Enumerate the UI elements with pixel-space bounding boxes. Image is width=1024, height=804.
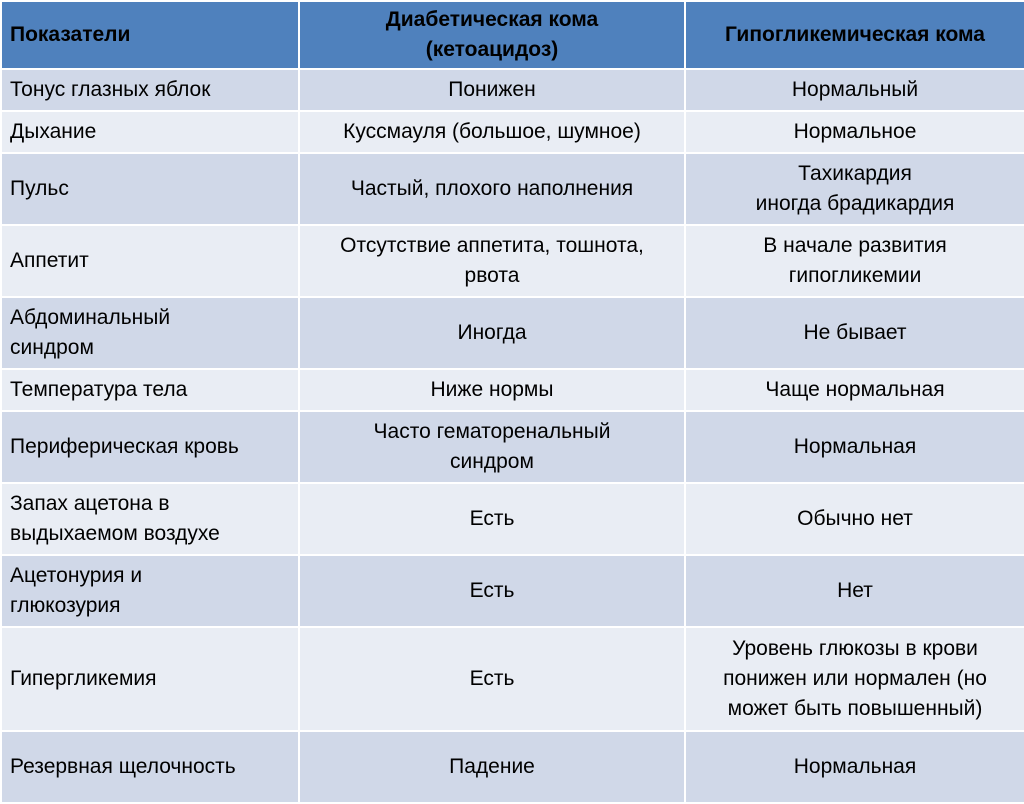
hypoglycemic-value-cell: В начале развития гипогликемии: [685, 225, 1024, 297]
diabetic-value-cell: Падение: [299, 731, 685, 803]
diabetic-value-cell: Куссмауля (большое, шумное): [299, 111, 685, 153]
table-row: [1, 731, 1024, 803]
table-row: [1, 297, 1024, 369]
hypoglycemic-value-cell: Нормальная: [685, 731, 1024, 803]
table-row: [1, 225, 1024, 297]
indicator-cell: Температура тела: [1, 369, 299, 411]
hypoglycemic-value-cell: Уровень глюкозы в крови понижен или нормален (но может быть повышенный): [685, 627, 1024, 731]
indicator-cell: Аппетит: [1, 225, 299, 297]
table-row: [1, 555, 1024, 627]
hypoglycemic-value-cell: Нет: [685, 555, 1024, 627]
diabetic-value-cell: Частый, плохого наполнения: [299, 153, 685, 225]
hypoglycemic-value-cell: Обычно нет: [685, 483, 1024, 555]
table-header-row: [1, 1, 1024, 69]
indicator-cell: Запах ацетона в выдыхаемом воздухе: [1, 483, 299, 555]
table-row: [1, 627, 1024, 731]
indicator-cell: Дыхание: [1, 111, 299, 153]
indicator-cell: Резервная щелочность: [1, 731, 299, 803]
diabetic-value-cell: Иногда: [299, 297, 685, 369]
diabetic-value-cell: Отсутствие аппетита, тошнота, рвота: [299, 225, 685, 297]
indicator-cell: Тонус глазных яблок: [1, 69, 299, 111]
hypoglycemic-value-cell: Нормальная: [685, 411, 1024, 483]
indicator-cell: Ацетонурия и глюкозурия: [1, 555, 299, 627]
table-row: [1, 153, 1024, 225]
indicator-cell: Пульс: [1, 153, 299, 225]
diabetic-value-cell: Есть: [299, 483, 685, 555]
diabetic-value-cell: Ниже нормы: [299, 369, 685, 411]
hypoglycemic-value-cell: Нормальный: [685, 69, 1024, 111]
header-hypoglycemic-coma: Гипогликемическая кома: [685, 1, 1024, 69]
table-row: [1, 483, 1024, 555]
hypoglycemic-value-cell: Нормальное: [685, 111, 1024, 153]
header-indicators: Показатели: [1, 1, 299, 69]
diabetic-value-cell: Есть: [299, 627, 685, 731]
table-row: [1, 411, 1024, 483]
table-row: [1, 111, 1024, 153]
table-row: [1, 369, 1024, 411]
header-diabetic-coma: Диабетическая кома (кетоацидоз): [299, 1, 685, 69]
indicator-cell: Гипергликемия: [1, 627, 299, 731]
hypoglycemic-value-cell: Чаще нормальная: [685, 369, 1024, 411]
table-row: [1, 69, 1024, 111]
hypoglycemic-value-cell: Тахикардия иногда брадикардия: [685, 153, 1024, 225]
diabetic-value-cell: Часто гематоренальный синдром: [299, 411, 685, 483]
diabetic-value-cell: Понижен: [299, 69, 685, 111]
diabetic-value-cell: Есть: [299, 555, 685, 627]
indicator-cell: Периферическая кровь: [1, 411, 299, 483]
hypoglycemic-value-cell: Не бывает: [685, 297, 1024, 369]
indicator-cell: Абдоминальный синдром: [1, 297, 299, 369]
